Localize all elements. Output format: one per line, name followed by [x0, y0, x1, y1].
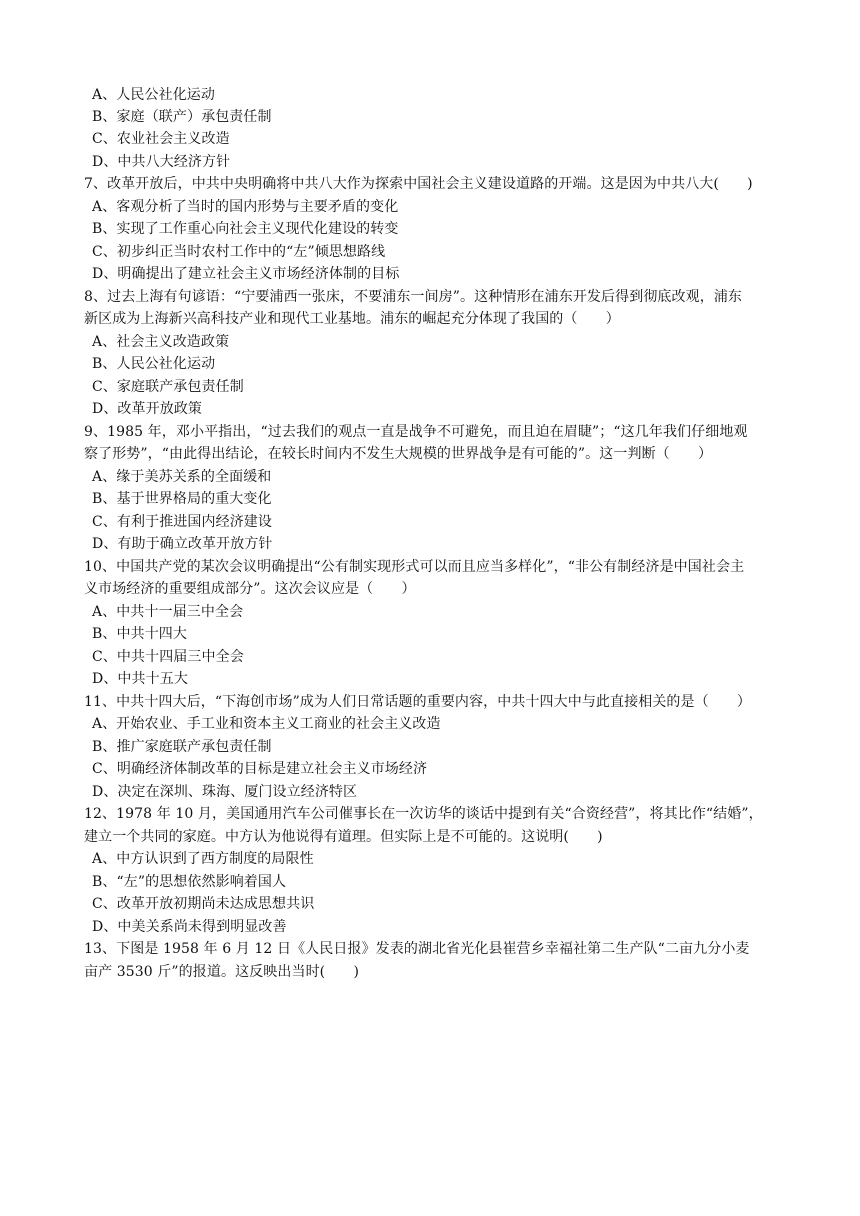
option-11c: C、明确经济体制改革的目标是建立社会主义市场经济	[92, 761, 428, 777]
option-11a: A、开始农业、手工业和资本主义工商业的社会主义改造	[92, 716, 441, 732]
option-12d: D、中美关系尚未得到明显改善	[92, 919, 287, 935]
option-10a: A、中共十一届三中全会	[92, 604, 244, 620]
option-6b: B、家庭（联产）承包责任制	[92, 109, 272, 125]
option-8c: C、家庭联产承包责任制	[92, 379, 244, 395]
option-6d: D、中共八大经济方针	[92, 154, 231, 170]
option-8d: D、改革开放政策	[92, 401, 203, 417]
option-8a: A、社会主义改造政策	[92, 334, 230, 350]
option-12c: C、改革开放初期尚未达成思想共识	[92, 896, 315, 912]
option-10b: B、中共十四大	[92, 626, 187, 642]
option-12a: A、中方认识到了西方制度的局限性	[92, 851, 314, 867]
option-11b: B、推广家庭联产承包责任制	[92, 739, 272, 755]
option-10c: C、中共十四届三中全会	[92, 649, 244, 665]
option-7a: A、客观分析了当时的国内形势与主要矛盾的变化	[92, 199, 399, 215]
question-13-line-1: 13、下图是 1958 年 6 月 12 日《人民日报》发表的湖北省光化县崔营乡幸福社第二生产队“二亩九分小麦	[84, 941, 750, 957]
question-7: 7、改革开放后，中共中央明确将中共八大作为探索中国社会主义建设道路的开端。这是因为中共八大( )	[84, 176, 753, 192]
question-9-line-1: 9、1985 年，邓小平指出，“过去我们的观点一直是战争不可避免，而且迫在眉睫”；“这几年我们仔细地观	[84, 424, 748, 440]
question-8-line-2: 新区成为上海新兴高科技产业和现代工业基地。浦东的崛起充分体现了我国的（ ）	[84, 311, 620, 327]
option-8b: B、人民公社化运动	[92, 356, 216, 372]
question-9-line-2: 察了形势”，“由此得出结论，在较长时间内不发生大规模的世界战争是有可能的”。这一判断（ ）	[84, 446, 713, 462]
option-9b: B、基于世界格局的重大变化	[92, 491, 272, 507]
option-12b: B、“左”的思想依然影响着国人	[92, 874, 287, 890]
option-9d: D、有助于确立改革开放方针	[92, 536, 273, 552]
option-10d: D、中共十五大	[92, 671, 188, 687]
option-7d: D、明确提出了建立社会主义市场经济体制的目标	[92, 266, 400, 282]
question-10-line-2: 义市场经济的重要组成部分”。这次会议应是（ ）	[84, 581, 416, 597]
question-8-line-1: 8、过去上海有句谚语：“宁要浦西一张床，不要浦东一间房”。这种情形在浦东开发后得到彻底改观，浦东	[84, 289, 743, 305]
option-9a: A、缘于美苏关系的全面缓和	[92, 469, 272, 485]
question-12-line-1: 12、1978 年 10 月，美国通用汽车公司催事长在一次访华的谈话中提到有关“合资经营”，将其比作“结婚”，	[84, 806, 763, 822]
option-7b: B、实现了工作重心向社会主义现代化建设的转变	[92, 221, 399, 237]
question-12-line-2: 建立一个共同的家庭。中方认为他说得有道理。但实际上是不可能的。这说明( )	[84, 829, 603, 845]
option-11d: D、决定在深圳、珠海、厦门设立经济特区	[92, 784, 358, 800]
option-9c: C、有利于推进国内经济建设	[92, 514, 273, 530]
option-6c: C、农业社会主义改造	[92, 131, 230, 147]
option-6a: A、人民公社化运动	[92, 87, 216, 103]
question-10-line-1: 10、中国共产党的某次会议明确提出“公有制实现形式可以而且应当多样化”，“非公有制经济是中国社会主	[84, 559, 745, 575]
question-13-line-2: 亩产 3530 斤”的报道。这反映出当时( )	[84, 964, 360, 980]
question-11: 11、中共十四大后，“下海创市场”成为人们日常话题的重要内容，中共十四大中与此直接相关的是（ ）	[84, 694, 752, 710]
option-7c: C、初步纠正当时农村工作中的“左”倾思想路线	[92, 244, 386, 260]
